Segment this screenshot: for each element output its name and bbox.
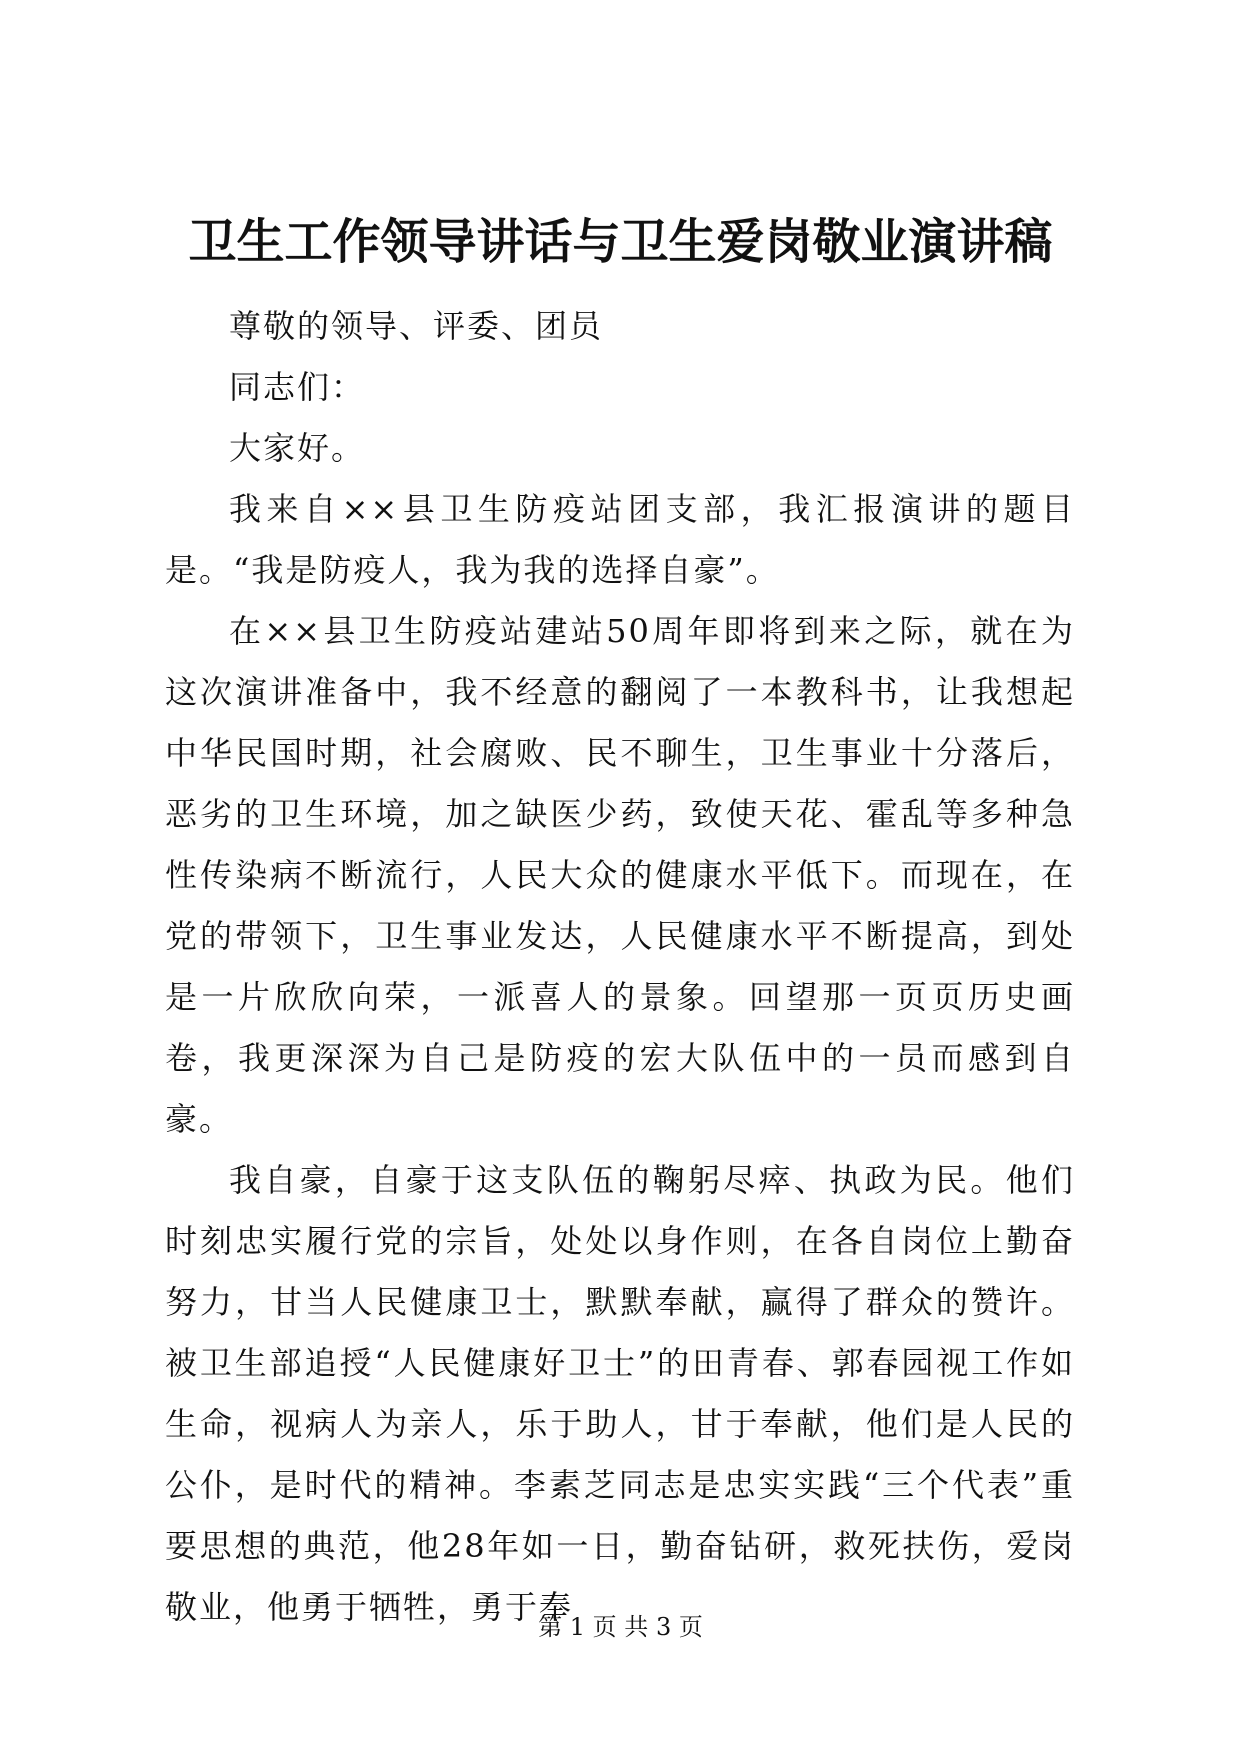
document-title: 卫生工作领导讲话与卫生爱岗敬业演讲稿 bbox=[188, 214, 1053, 270]
page-footer: 第 1 页 共 3 页 bbox=[538, 1613, 703, 1641]
document-body bbox=[165, 296, 1075, 1638]
body-paragraph: 我自豪，自豪于这支队伍的鞠躬尽瘁、执政为民。他们时刻忠实履行党的宗旨，处处以身作则，在各自岗位上勤奋努力，甘当人民健康卫士，默默奉献，赢得了群众的赞许。被卫生部追授“人民健康好卫士”的田青春、郭春园视工作如生命，视病人为亲人，乐于助人，甘于奉献，他们是人民的公仆，是时代的精神。李素芝同志是忠实实践“三个代表”重要思想的典范，他28年如一日，勤奋钻研，救死扶伤，爱岗敬业，他勇于牺牲，勇于奉 bbox=[165, 1161, 1075, 1626]
greeting-line: 大家好。 bbox=[229, 429, 366, 467]
salutation-line: 尊敬的领导、评委、团员 bbox=[229, 307, 604, 345]
salutation-line: 同志们： bbox=[229, 368, 366, 406]
body-paragraph: 在××县卫生防疫站建站50周年即将到来之际，就在为这次演讲准备中，我不经意的翻阅了一本教科书，让我想起中华民国时期，社会腐败、民不聊生，卫生事业十分落后，恶劣的卫生环境，加之缺医少药，致使天花、霍乱等多种急性传染病不断流行，人民大众的健康水平低下。而现在，在党的带领下，卫生事业发达，人民健康水平不断提高，到处是一片欣欣向荣，一派喜人的景象。回望那一页页历史画卷，我更深深为自己是防疫的宏大队伍中的一员而感到自豪。 bbox=[165, 612, 1075, 1138]
body-paragraph: 我来自××县卫生防疫站团支部，我汇报演讲的题目是。“我是防疫人，我为我的选择自豪”。 bbox=[165, 490, 1075, 589]
